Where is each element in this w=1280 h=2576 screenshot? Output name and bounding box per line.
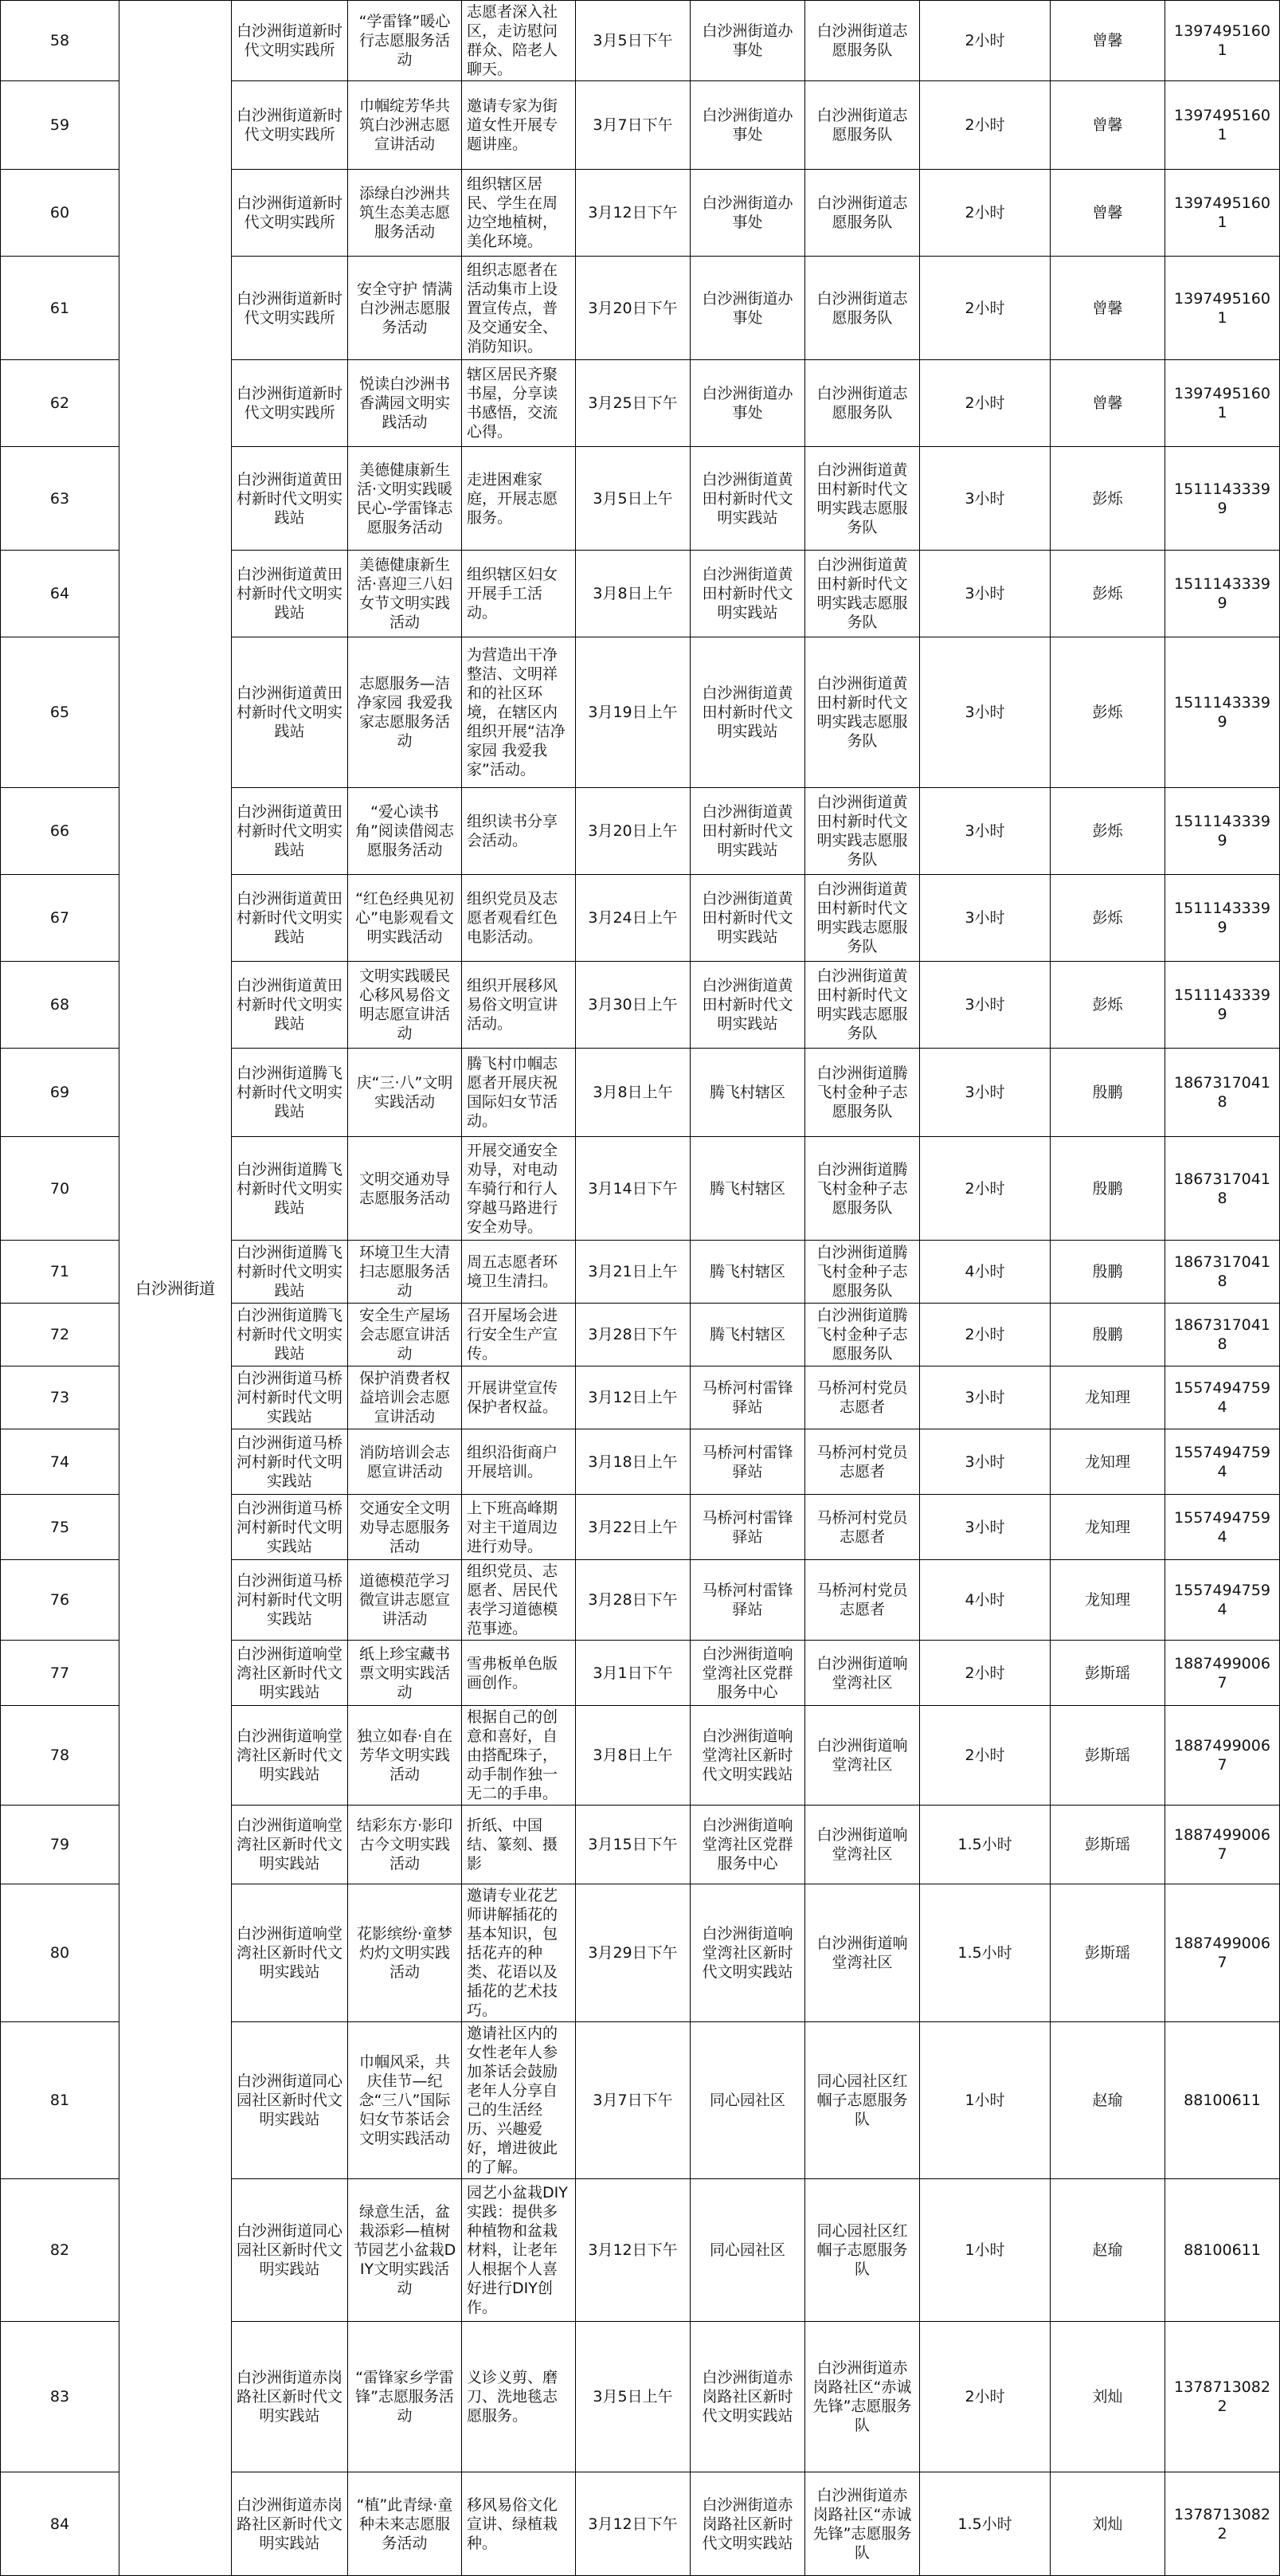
activity-name-cell: 独立如春·自在芳华文明实践活动 — [348, 1706, 462, 1806]
phone-number-cell: 15574947594 — [1165, 1366, 1280, 1429]
row-number-cell: 68 — [1, 962, 119, 1049]
duration-cell: 3小时 — [920, 1429, 1051, 1495]
phone-number-cell: 18874990067 — [1165, 1641, 1280, 1706]
volunteer-team-cell: 马桥河村党员志愿者 — [805, 1429, 920, 1495]
practice-site-cell: 白沙洲街道黄田村新时代文明实践站 — [232, 875, 348, 962]
contact-person-cell: 龙知理 — [1051, 1429, 1165, 1495]
activity-content-cell: 为营造出干净整洁、文明祥和的社区环境，在辖区内组织开展“洁净家园 我爱我家”活动。 — [462, 637, 576, 788]
phone-number-cell: 15111433399 — [1165, 447, 1280, 551]
activity-location-cell: 腾飞村辖区 — [691, 1241, 805, 1304]
table-body — [1, 1, 1280, 2576]
activity-location-cell: 白沙洲街道办事处 — [691, 360, 805, 447]
contact-person-cell: 彭烁 — [1051, 637, 1165, 788]
duration-cell: 3小时 — [920, 875, 1051, 962]
activity-content-cell: 邀请社区内的女性老年人参加茶话会鼓励老年人分享自己的生活经历、兴趣爱好，增进彼此的了解。 — [462, 2022, 576, 2179]
practice-site-cell: 白沙洲街道腾飞村新时代文明实践站 — [232, 1241, 348, 1304]
activity-time-cell: 3月15日下午 — [576, 1806, 691, 1884]
practice-site-cell: 白沙洲街道新时代文明实践所 — [232, 1, 348, 81]
phone-number-cell: 13974951601 — [1165, 360, 1280, 447]
contact-person-cell: 彭烁 — [1051, 875, 1165, 962]
practice-site-cell: 白沙洲街道马桥河村新时代文明实践站 — [232, 1495, 348, 1560]
practice-site-cell: 白沙洲街道新时代文明实践所 — [232, 257, 348, 360]
row-number-cell: 66 — [1, 788, 119, 875]
activity-location-cell: 白沙洲街道黄田村新时代文明实践站 — [691, 962, 805, 1049]
row-number-cell: 59 — [1, 81, 119, 170]
row-number-cell: 62 — [1, 360, 119, 447]
activity-time-cell: 3月18日上午 — [576, 1429, 691, 1495]
activity-location-cell: 白沙洲街道响堂湾社区新时代文明实践站 — [691, 1706, 805, 1806]
volunteer-team-cell: 同心园社区红帼子志愿服务队 — [805, 2179, 920, 2322]
phone-number-cell: 15111433399 — [1165, 637, 1280, 788]
row-number-cell: 69 — [1, 1049, 119, 1137]
activity-content-cell: 周五志愿者环境卫生清扫。 — [462, 1241, 576, 1304]
phone-number-cell: 18874990067 — [1165, 1706, 1280, 1806]
phone-number-cell: 15111433399 — [1165, 962, 1280, 1049]
volunteer-team-cell: 白沙洲街道黄田村新时代文明实践志愿服务队 — [805, 637, 920, 788]
activity-content-cell: 邀请专家为街道女性开展专题讲座。 — [462, 81, 576, 170]
contact-person-cell: 殷鹏 — [1051, 1304, 1165, 1366]
activity-location-cell: 腾飞村辖区 — [691, 1137, 805, 1241]
row-number-cell: 71 — [1, 1241, 119, 1304]
contact-person-cell: 彭烁 — [1051, 962, 1165, 1049]
activity-location-cell: 白沙洲街道办事处 — [691, 170, 805, 257]
row-number-cell: 64 — [1, 551, 119, 637]
activity-name-cell: 结彩东方·影印古今文明实践活动 — [348, 1806, 462, 1884]
volunteer-team-cell: 马桥河村党员志愿者 — [805, 1495, 920, 1560]
activity-time-cell: 3月25日下午 — [576, 360, 691, 447]
practice-site-cell: 白沙洲街道赤岗路社区新时代文明实践站 — [232, 2472, 348, 2576]
phone-number-cell: 15111433399 — [1165, 551, 1280, 637]
activity-time-cell: 3月29日下午 — [576, 1884, 691, 2022]
volunteer-team-cell: 白沙洲街道赤岗路社区“赤诚先锋”志愿服务队 — [805, 2472, 920, 2576]
activity-content-cell: 组织读书分享会活动。 — [462, 788, 576, 875]
practice-site-cell: 白沙洲街道响堂湾社区新时代文明实践站 — [232, 1806, 348, 1884]
row-number-cell: 74 — [1, 1429, 119, 1495]
practice-site-cell: 白沙洲街道同心园社区新时代文明实践站 — [232, 2022, 348, 2179]
activity-time-cell: 3月22日上午 — [576, 1495, 691, 1560]
volunteer-team-cell: 同心园社区红帼子志愿服务队 — [805, 2022, 920, 2179]
contact-person-cell: 彭烁 — [1051, 551, 1165, 637]
activity-content-cell: 义诊义剪、磨刀、洗地毯志愿服务。 — [462, 2322, 576, 2472]
activity-name-cell: 环境卫生大清扫志愿服务活动 — [348, 1241, 462, 1304]
duration-cell: 3小时 — [920, 1049, 1051, 1137]
activity-content-cell: 组织志愿者在活动集市上设置宣传点，普及交通安全、消防知识。 — [462, 257, 576, 360]
contact-person-cell: 龙知理 — [1051, 1560, 1165, 1641]
volunteer-team-cell: 白沙洲街道志愿服务队 — [805, 170, 920, 257]
row-number-cell: 61 — [1, 257, 119, 360]
activity-time-cell: 3月8日上午 — [576, 551, 691, 637]
row-number-cell: 75 — [1, 1495, 119, 1560]
volunteer-team-cell: 马桥河村党员志愿者 — [805, 1366, 920, 1429]
practice-site-cell: 白沙洲街道腾飞村新时代文明实践站 — [232, 1049, 348, 1137]
activity-content-cell: 组织党员、志愿者、居民代表学习道德模范事迹。 — [462, 1560, 576, 1641]
row-number-cell: 65 — [1, 637, 119, 788]
activity-location-cell: 白沙洲街道办事处 — [691, 1, 805, 81]
row-number-cell: 83 — [1, 2322, 119, 2472]
volunteer-team-cell: 白沙洲街道志愿服务队 — [805, 360, 920, 447]
activity-location-cell: 马桥河村雷锋驿站 — [691, 1560, 805, 1641]
activity-content-cell: 组织沿街商户开展培训。 — [462, 1429, 576, 1495]
contact-person-cell: 曾馨 — [1051, 360, 1165, 447]
practice-site-cell: 白沙洲街道响堂湾社区新时代文明实践站 — [232, 1706, 348, 1806]
duration-cell: 2小时 — [920, 1641, 1051, 1706]
row-number-cell: 78 — [1, 1706, 119, 1806]
activity-location-cell: 白沙洲街道黄田村新时代文明实践站 — [691, 788, 805, 875]
phone-number-cell: 18673170418 — [1165, 1241, 1280, 1304]
contact-person-cell: 彭烁 — [1051, 447, 1165, 551]
activity-content-cell: 志愿者深入社区，走访慰问群众、陪老人聊天。 — [462, 1, 576, 81]
activity-content-cell: 召开屋场会进行安全生产宣传。 — [462, 1304, 576, 1366]
volunteer-team-cell: 白沙洲街道腾飞村金种子志愿服务队 — [805, 1049, 920, 1137]
phone-number-cell: 15111433399 — [1165, 875, 1280, 962]
volunteer-team-cell: 白沙洲街道志愿服务队 — [805, 81, 920, 170]
contact-person-cell: 彭斯瑶 — [1051, 1884, 1165, 2022]
activity-time-cell: 3月5日上午 — [576, 447, 691, 551]
activity-time-cell: 3月19日上午 — [576, 637, 691, 788]
duration-cell: 3小时 — [920, 962, 1051, 1049]
duration-cell: 1小时 — [920, 2179, 1051, 2322]
duration-cell: 1.5小时 — [920, 1884, 1051, 2022]
contact-person-cell: 彭烁 — [1051, 788, 1165, 875]
contact-person-cell: 殷鹏 — [1051, 1137, 1165, 1241]
activity-location-cell: 白沙洲街道赤岗路社区新时代文明实践站 — [691, 2472, 805, 2576]
activity-content-cell: 开展交通安全劝导，对电动车骑行和行人穿越马路进行安全劝导。 — [462, 1137, 576, 1241]
activity-time-cell: 3月1日下午 — [576, 1641, 691, 1706]
activity-name-cell: 巾帼绽芳华共筑白沙洲志愿宣讲活动 — [348, 81, 462, 170]
activity-name-cell: “红色经典见初心”电影观看文明实践活动 — [348, 875, 462, 962]
duration-cell: 2小时 — [920, 81, 1051, 170]
contact-person-cell: 赵瑜 — [1051, 2022, 1165, 2179]
contact-person-cell: 彭斯瑶 — [1051, 1641, 1165, 1706]
duration-cell: 3小时 — [920, 788, 1051, 875]
practice-site-cell: 白沙洲街道新时代文明实践所 — [232, 360, 348, 447]
activity-location-cell: 腾飞村辖区 — [691, 1304, 805, 1366]
practice-site-cell: 白沙洲街道腾飞村新时代文明实践站 — [232, 1137, 348, 1241]
phone-number-cell: 15574947594 — [1165, 1560, 1280, 1641]
activity-name-cell: 悦读白沙洲书香满园文明实践活动 — [348, 360, 462, 447]
practice-site-cell: 白沙洲街道马桥河村新时代文明实践站 — [232, 1560, 348, 1641]
practice-site-cell: 白沙洲街道腾飞村新时代文明实践站 — [232, 1304, 348, 1366]
row-number-cell: 81 — [1, 2022, 119, 2179]
activity-content-cell: 邀请专业花艺师讲解插花的基本知识，包括花卉的种类、花语以及插花的艺术技巧。 — [462, 1884, 576, 2022]
volunteer-team-cell: 白沙洲街道黄田村新时代文明实践志愿服务队 — [805, 447, 920, 551]
contact-person-cell: 龙知理 — [1051, 1495, 1165, 1560]
activity-name-cell: 庆“三·八”文明实践活动 — [348, 1049, 462, 1137]
duration-cell: 2小时 — [920, 1, 1051, 81]
duration-cell: 2小时 — [920, 1137, 1051, 1241]
volunteer-team-cell: 白沙洲街道响堂湾社区 — [805, 1706, 920, 1806]
contact-person-cell: 殷鹏 — [1051, 1049, 1165, 1137]
duration-cell: 1.5小时 — [920, 1806, 1051, 1884]
activity-location-cell: 白沙洲街道响堂湾社区党群服务中心 — [691, 1641, 805, 1706]
activity-name-cell: 文明实践暖民心移风易俗文明志愿宣讲活动 — [348, 962, 462, 1049]
volunteer-team-cell: 白沙洲街道响堂湾社区 — [805, 1641, 920, 1706]
row-number-cell: 76 — [1, 1560, 119, 1641]
phone-number-cell: 88100611 — [1165, 2022, 1280, 2179]
contact-person-cell: 彭斯瑶 — [1051, 1706, 1165, 1806]
phone-number-cell: 18673170418 — [1165, 1304, 1280, 1366]
volunteer-team-cell: 白沙洲街道响堂湾社区 — [805, 1806, 920, 1884]
activity-content-cell: 雪弗板单色版画创作。 — [462, 1641, 576, 1706]
activity-content-cell: 开展讲堂宣传保护者权益。 — [462, 1366, 576, 1429]
row-number-cell: 73 — [1, 1366, 119, 1429]
activity-name-cell: “植”此青绿·童种未来志愿服务活动 — [348, 2472, 462, 2576]
contact-person-cell: 曾馨 — [1051, 170, 1165, 257]
contact-person-cell: 彭斯瑶 — [1051, 1806, 1165, 1884]
activity-time-cell: 3月7日下午 — [576, 81, 691, 170]
activity-name-cell: 美德健康新生活·文明实践暖民心-学雷锋志愿服务活动 — [348, 447, 462, 551]
practice-site-cell: 白沙洲街道响堂湾社区新时代文明实践站 — [232, 1884, 348, 2022]
activity-time-cell: 3月28日下午 — [576, 1560, 691, 1641]
practice-site-cell: 白沙洲街道黄田村新时代文明实践站 — [232, 962, 348, 1049]
duration-cell: 3小时 — [920, 637, 1051, 788]
activity-content-cell: 上下班高峰期对主干道周边进行劝导。 — [462, 1495, 576, 1560]
phone-number-cell: 18673170418 — [1165, 1049, 1280, 1137]
volunteer-team-cell: 白沙洲街道志愿服务队 — [805, 257, 920, 360]
activity-name-cell: 添绿白沙洲共筑生态美志愿服务活动 — [348, 170, 462, 257]
activity-location-cell: 白沙洲街道赤岗路社区新时代文明实践站 — [691, 2322, 805, 2472]
practice-site-cell: 白沙洲街道马桥河村新时代文明实践站 — [232, 1429, 348, 1495]
activity-time-cell: 3月8日上午 — [576, 1049, 691, 1137]
activity-location-cell: 白沙洲街道黄田村新时代文明实践站 — [691, 875, 805, 962]
activity-location-cell: 同心园社区 — [691, 2179, 805, 2322]
activity-content-cell: 根据自己的创意和喜好，自由搭配珠子，动手制作独一无二的手串。 — [462, 1706, 576, 1806]
activity-name-cell: 绿意生活，盆栽添彩—植树节园艺小盆栽DIY文明实践活动 — [348, 2179, 462, 2322]
contact-person-cell: 刘灿 — [1051, 2322, 1165, 2472]
volunteer-team-cell: 白沙洲街道腾飞村金种子志愿服务队 — [805, 1304, 920, 1366]
activity-content-cell: 组织开展移风易俗文明宣讲活动。 — [462, 962, 576, 1049]
volunteer-team-cell: 白沙洲街道黄田村新时代文明实践志愿服务队 — [805, 875, 920, 962]
phone-number-cell: 13974951601 — [1165, 1, 1280, 81]
practice-site-cell: 白沙洲街道响堂湾社区新时代文明实践站 — [232, 1641, 348, 1706]
contact-person-cell: 曾馨 — [1051, 1, 1165, 81]
activity-time-cell: 3月12日下午 — [576, 170, 691, 257]
practice-site-cell: 白沙洲街道同心园社区新时代文明实践站 — [232, 2179, 348, 2322]
activity-name-cell: “爱心读书角”阅读借阅志愿服务活动 — [348, 788, 462, 875]
activity-time-cell: 3月21日上午 — [576, 1241, 691, 1304]
volunteer-team-cell: 白沙洲街道黄田村新时代文明实践志愿服务队 — [805, 788, 920, 875]
activity-name-cell: 保护消费者权益培训会志愿宣讲活动 — [348, 1366, 462, 1429]
row-number-cell: 58 — [1, 1, 119, 81]
activity-time-cell: 3月20日上午 — [576, 788, 691, 875]
activity-name-cell: 道德模范学习微宣讲志愿宣讲活动 — [348, 1560, 462, 1641]
phone-number-cell: 18673170418 — [1165, 1137, 1280, 1241]
volunteer-team-cell: 白沙洲街道黄田村新时代文明实践志愿服务队 — [805, 551, 920, 637]
activity-location-cell: 腾飞村辖区 — [691, 1049, 805, 1137]
activity-content-cell: 组织党员及志愿者观看红色电影活动。 — [462, 875, 576, 962]
activity-content-cell: 走进困难家庭，开展志愿服务。 — [462, 447, 576, 551]
row-number-cell: 72 — [1, 1304, 119, 1366]
activity-content-cell: 园艺小盆栽DIY实践：提供多种植物和盆栽材料，让老年人根据个人喜好进行DIY创作。 — [462, 2179, 576, 2322]
activity-content-cell: 辖区居民齐聚书屋，分享读书感悟，交流心得。 — [462, 360, 576, 447]
activity-time-cell: 3月30日上午 — [576, 962, 691, 1049]
duration-cell: 4小时 — [920, 1560, 1051, 1641]
activity-name-cell: 安全生产屋场会志愿宣讲活动 — [348, 1304, 462, 1366]
table-row — [1, 1, 1280, 81]
activity-time-cell: 3月7日下午 — [576, 2022, 691, 2179]
phone-number-cell: 18874990067 — [1165, 1806, 1280, 1884]
activity-name-cell: 美德健康新生活·喜迎三八妇女节文明实践活动 — [348, 551, 462, 637]
activity-location-cell: 马桥河村雷锋驿站 — [691, 1495, 805, 1560]
street-cell: 白沙洲街道 — [119, 1, 232, 2576]
practice-site-cell: 白沙洲街道黄田村新时代文明实践站 — [232, 788, 348, 875]
volunteer-team-cell: 白沙洲街道赤岗路社区“赤诚先锋”志愿服务队 — [805, 2322, 920, 2472]
phone-number-cell: 13974951601 — [1165, 170, 1280, 257]
activity-time-cell: 3月14日下午 — [576, 1137, 691, 1241]
phone-number-cell: 88100611 — [1165, 2179, 1280, 2322]
row-number-cell: 67 — [1, 875, 119, 962]
contact-person-cell: 殷鹏 — [1051, 1241, 1165, 1304]
duration-cell: 2小时 — [920, 2322, 1051, 2472]
practice-site-cell: 白沙洲街道赤岗路社区新时代文明实践站 — [232, 2322, 348, 2472]
duration-cell: 2小时 — [920, 1706, 1051, 1806]
duration-cell: 2小时 — [920, 257, 1051, 360]
activity-name-cell: 交通安全文明劝导志愿服务活动 — [348, 1495, 462, 1560]
contact-person-cell: 曾馨 — [1051, 81, 1165, 170]
phone-number-cell: 13787130822 — [1165, 2322, 1280, 2472]
activity-name-cell: 花影缤纷·童梦灼灼文明实践活动 — [348, 1884, 462, 2022]
volunteer-team-cell: 白沙洲街道黄田村新时代文明实践志愿服务队 — [805, 962, 920, 1049]
activity-location-cell: 白沙洲街道办事处 — [691, 81, 805, 170]
activity-time-cell: 3月5日上午 — [576, 2322, 691, 2472]
activity-time-cell: 3月20日下午 — [576, 257, 691, 360]
activity-location-cell: 马桥河村雷锋驿站 — [691, 1429, 805, 1495]
volunteer-team-cell: 白沙洲街道响堂湾社区 — [805, 1884, 920, 2022]
activity-location-cell: 白沙洲街道响堂湾社区新时代文明实践站 — [691, 1884, 805, 2022]
duration-cell: 2小时 — [920, 1304, 1051, 1366]
activity-content-cell: 组织辖区居民、学生在周边空地植树，美化环境。 — [462, 170, 576, 257]
activity-time-cell: 3月12日下午 — [576, 2472, 691, 2576]
activity-name-cell: 志愿服务—洁净家园 我爱我家志愿服务活动 — [348, 637, 462, 788]
practice-site-cell: 白沙洲街道黄田村新时代文明实践站 — [232, 551, 348, 637]
activity-time-cell: 3月12日下午 — [576, 2179, 691, 2322]
contact-person-cell: 赵瑜 — [1051, 2179, 1165, 2322]
activity-location-cell: 白沙洲街道黄田村新时代文明实践站 — [691, 551, 805, 637]
row-number-cell: 70 — [1, 1137, 119, 1241]
practice-site-cell: 白沙洲街道黄田村新时代文明实践站 — [232, 637, 348, 788]
row-number-cell: 84 — [1, 2472, 119, 2576]
contact-person-cell: 刘灿 — [1051, 2472, 1165, 2576]
activity-time-cell: 3月12日上午 — [576, 1366, 691, 1429]
activity-name-cell: 纸上珍宝藏书票文明实践活动 — [348, 1641, 462, 1706]
duration-cell: 2小时 — [920, 360, 1051, 447]
activity-name-cell: “学雷锋”暖心行志愿服务活动 — [348, 1, 462, 81]
activity-name-cell: “雷锋家乡学雷锋”志愿服务活动 — [348, 2322, 462, 2472]
contact-person-cell: 曾馨 — [1051, 257, 1165, 360]
activity-content-cell: 腾飞村巾帼志愿者开展庆祝国际妇女节活动。 — [462, 1049, 576, 1137]
duration-cell: 2小时 — [920, 170, 1051, 257]
activity-name-cell: 巾帼风采，共庆佳节—纪念“三八”国际妇女节茶话会文明实践活动 — [348, 2022, 462, 2179]
activity-content-cell: 移风易俗文化宣讲、绿植栽种。 — [462, 2472, 576, 2576]
row-number-cell: 80 — [1, 1884, 119, 2022]
activity-time-cell: 3月28日下午 — [576, 1304, 691, 1366]
phone-number-cell: 15574947594 — [1165, 1495, 1280, 1560]
volunteer-team-cell: 马桥河村党员志愿者 — [805, 1560, 920, 1641]
activity-time-cell: 3月5日下午 — [576, 1, 691, 81]
activity-content-cell: 组织辖区妇女开展手工活动。 — [462, 551, 576, 637]
activity-name-cell: 文明交通劝导志愿服务活动 — [348, 1137, 462, 1241]
phone-number-cell: 15111433399 — [1165, 788, 1280, 875]
phone-number-cell: 13974951601 — [1165, 81, 1280, 170]
phone-number-cell: 13974951601 — [1165, 257, 1280, 360]
row-number-cell: 82 — [1, 2179, 119, 2322]
activity-content-cell: 折纸、中国结、篆刻、摄影 — [462, 1806, 576, 1884]
activity-name-cell: 消防培训会志愿宣讲活动 — [348, 1429, 462, 1495]
duration-cell: 3小时 — [920, 1366, 1051, 1429]
duration-cell: 3小时 — [920, 551, 1051, 637]
duration-cell: 4小时 — [920, 1241, 1051, 1304]
activity-location-cell: 白沙洲街道黄田村新时代文明实践站 — [691, 637, 805, 788]
practice-site-cell: 白沙洲街道马桥河村新时代文明实践站 — [232, 1366, 348, 1429]
activity-location-cell: 白沙洲街道办事处 — [691, 257, 805, 360]
activity-time-cell: 3月24日上午 — [576, 875, 691, 962]
activity-time-cell: 3月8日上午 — [576, 1706, 691, 1806]
contact-person-cell: 龙知理 — [1051, 1366, 1165, 1429]
row-number-cell: 77 — [1, 1641, 119, 1706]
activity-location-cell: 同心园社区 — [691, 2022, 805, 2179]
row-number-cell: 63 — [1, 447, 119, 551]
duration-cell: 3小时 — [920, 1495, 1051, 1560]
duration-cell: 3小时 — [920, 447, 1051, 551]
phone-number-cell: 15574947594 — [1165, 1429, 1280, 1495]
activity-location-cell: 白沙洲街道黄田村新时代文明实践站 — [691, 447, 805, 551]
phone-number-cell: 18874990067 — [1165, 1884, 1280, 2022]
volunteer-team-cell: 白沙洲街道腾飞村金种子志愿服务队 — [805, 1137, 920, 1241]
practice-site-cell: 白沙洲街道新时代文明实践所 — [232, 170, 348, 257]
phone-number-cell: 13787130822 — [1165, 2472, 1280, 2576]
duration-cell: 1.5小时 — [920, 2472, 1051, 2576]
activity-location-cell: 马桥河村雷锋驿站 — [691, 1366, 805, 1429]
practice-site-cell: 白沙洲街道黄田村新时代文明实践站 — [232, 447, 348, 551]
activity-location-cell: 白沙洲街道响堂湾社区党群服务中心 — [691, 1806, 805, 1884]
row-number-cell: 60 — [1, 170, 119, 257]
activity-name-cell: 安全守护 情满白沙洲志愿服务活动 — [348, 257, 462, 360]
duration-cell: 1小时 — [920, 2022, 1051, 2179]
row-number-cell: 79 — [1, 1806, 119, 1884]
volunteer-team-cell: 白沙洲街道志愿服务队 — [805, 1, 920, 81]
practice-site-cell: 白沙洲街道新时代文明实践所 — [232, 81, 348, 170]
volunteer-team-cell: 白沙洲街道腾飞村金种子志愿服务队 — [805, 1241, 920, 1304]
